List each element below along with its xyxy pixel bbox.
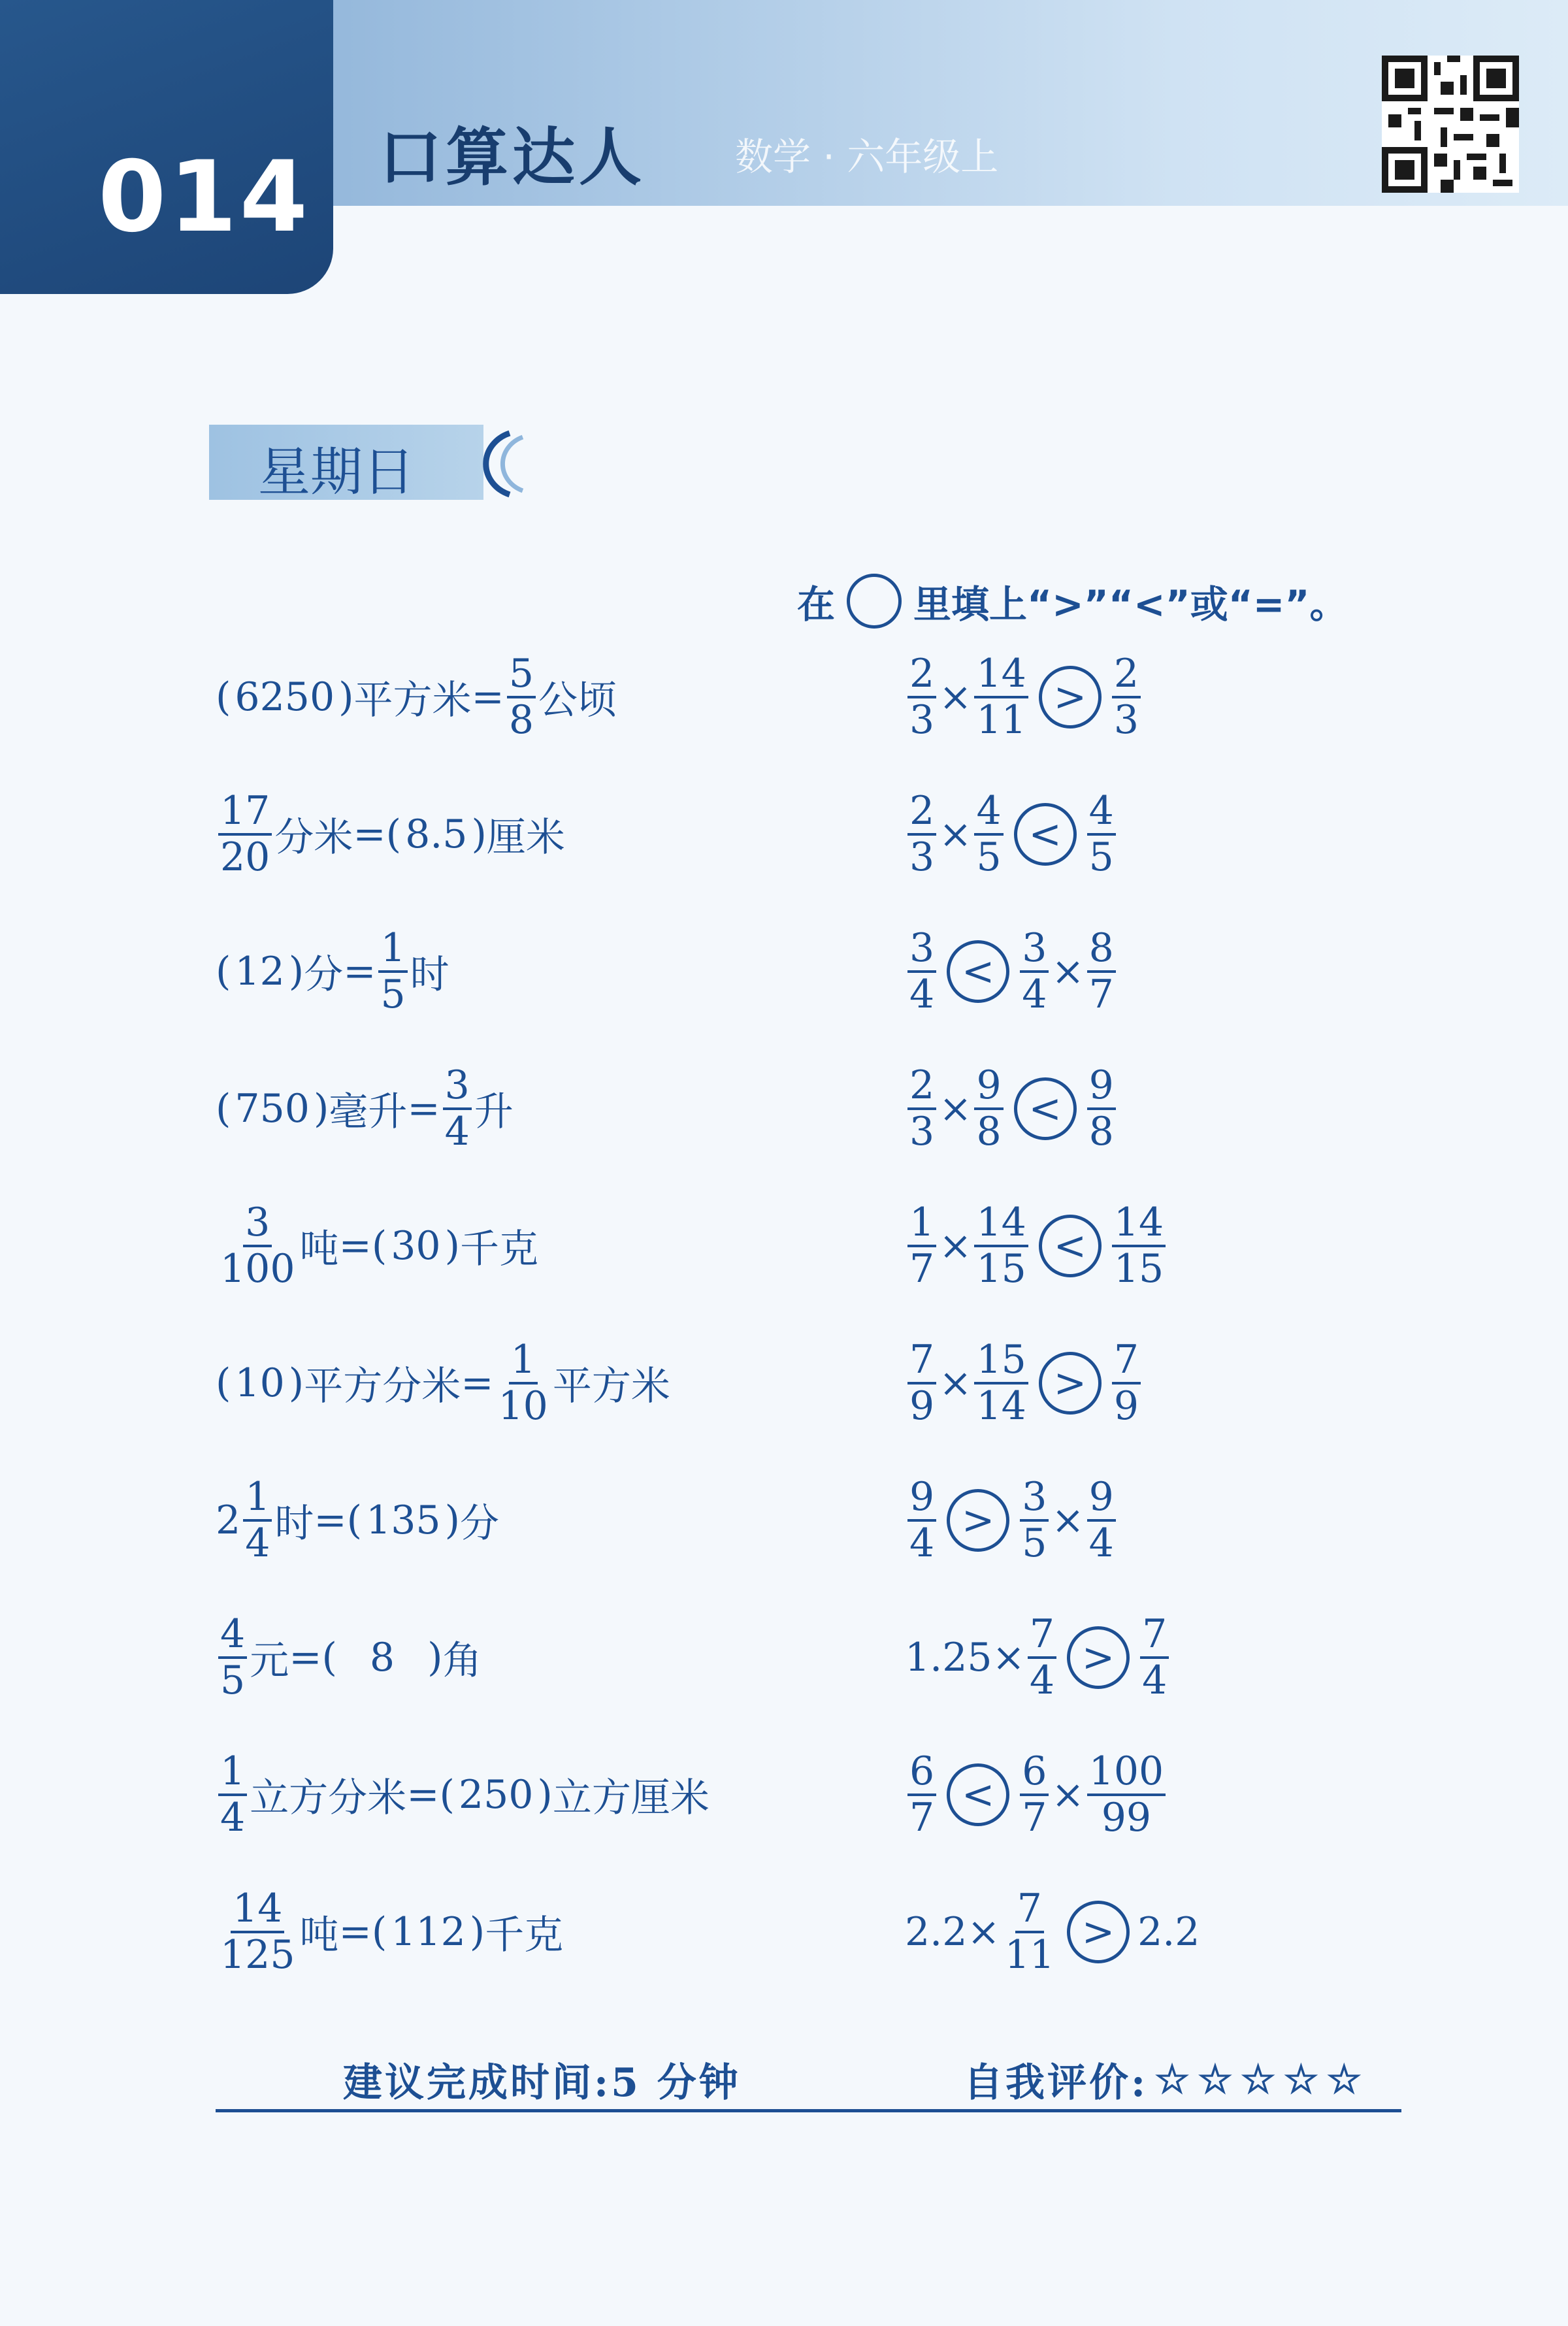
numerator: 2 — [907, 1065, 936, 1110]
times-sign: × — [939, 1086, 972, 1132]
fraction — [378, 925, 407, 1017]
instruction — [797, 568, 1348, 634]
fraction — [907, 788, 936, 880]
instruction-prefix: 在 — [797, 582, 836, 627]
unit: 平方米 — [552, 1364, 670, 1409]
comparison-circle: > — [1067, 1901, 1130, 1963]
page-number: 014 — [98, 140, 311, 254]
numerator: 2 — [1112, 653, 1141, 698]
denominator: 7 — [1088, 972, 1114, 1017]
self-evaluation-label: 自我评价: — [964, 2060, 1149, 2106]
numerator: 1 — [243, 1477, 272, 1522]
denominator: 4 — [245, 1520, 270, 1566]
paren-open: ( — [321, 1635, 337, 1680]
numerator: 7 — [1028, 1614, 1056, 1659]
blank-circle-icon — [847, 574, 902, 629]
unit: 升 — [474, 1089, 514, 1135]
decimal-number: 2.2 — [905, 1909, 968, 1955]
denominator: 5 — [380, 972, 406, 1017]
comparison-item — [905, 1339, 1143, 1427]
denominator: 3 — [1113, 697, 1139, 743]
denominator: 3 — [909, 1109, 935, 1155]
fraction — [1112, 1339, 1141, 1427]
answer: 12 — [235, 949, 285, 994]
numerator: 5 — [507, 653, 536, 698]
denominator: 14 — [976, 1383, 1026, 1429]
numerator: 2 — [907, 653, 936, 698]
conversion-item — [216, 925, 449, 1017]
comparison-item — [905, 1062, 1119, 1155]
denominator: 15 — [976, 1246, 1026, 1292]
fraction — [1087, 788, 1116, 880]
equals-sign: = — [338, 1909, 372, 1955]
numerator: 8 — [1087, 928, 1116, 973]
fraction — [1140, 1611, 1169, 1703]
paren-open: ( — [371, 1223, 387, 1269]
denominator: 5 — [1022, 1520, 1047, 1566]
denominator: 4 — [909, 972, 935, 1017]
numerator: 9 — [907, 1477, 936, 1522]
comparison-circle: < — [947, 1763, 1009, 1826]
fraction — [1087, 925, 1116, 1017]
denominator: 100 — [220, 1246, 295, 1292]
comparison-circle: < — [1039, 1215, 1102, 1277]
numerator: 7 — [1112, 1339, 1141, 1384]
footer-divider — [216, 2109, 1401, 2112]
times-sign: × — [939, 674, 972, 720]
unit: 吨 — [299, 1912, 339, 1958]
unit: 毫升 — [329, 1089, 408, 1135]
comparison-item — [905, 925, 1119, 1017]
paren-close: ) — [469, 1909, 485, 1955]
fraction — [243, 1474, 272, 1566]
comparison-circle: > — [1039, 1352, 1102, 1415]
paren-close: ) — [537, 1772, 553, 1818]
conversion-item — [216, 1748, 710, 1841]
denominator: 4 — [1022, 972, 1047, 1017]
denominator: 11 — [1004, 1932, 1055, 1978]
answer: 250 — [458, 1772, 534, 1818]
numerator: 1 — [509, 1339, 538, 1384]
equals-sign: = — [289, 1635, 322, 1680]
numerator: 1 — [378, 928, 407, 973]
numerator: 4 — [218, 1614, 247, 1659]
fraction — [907, 1474, 936, 1566]
fraction — [443, 1062, 472, 1155]
conversion-item — [216, 1202, 538, 1290]
paren-close: ) — [444, 1223, 461, 1269]
fraction — [974, 1062, 1003, 1155]
numerator: 6 — [907, 1751, 936, 1796]
denominator: 4 — [1029, 1658, 1055, 1703]
answer: 112 — [391, 1909, 466, 1955]
numerator: 4 — [1087, 791, 1116, 836]
unit: 时 — [274, 1501, 314, 1547]
denominator: 4 — [1142, 1658, 1168, 1703]
denominator: 8 — [508, 697, 534, 743]
fraction — [974, 653, 1028, 741]
denominator: 5 — [976, 834, 1002, 880]
denominator: 4 — [444, 1109, 470, 1155]
denominator: 99 — [1101, 1795, 1152, 1841]
paren-close: ) — [288, 949, 304, 994]
unit: 角 — [442, 1638, 482, 1684]
comparison-item — [905, 1748, 1168, 1841]
comparison-item — [905, 1202, 1168, 1290]
conversion-item — [216, 653, 617, 741]
comparison-circle: < — [1014, 803, 1077, 866]
unit: 立方厘米 — [552, 1775, 710, 1821]
numerator: 14 — [231, 1888, 284, 1933]
denominator: 10 — [498, 1383, 548, 1429]
equals-sign: = — [353, 811, 386, 857]
self-evaluation — [964, 2052, 1369, 2108]
unit: 公顷 — [538, 678, 617, 723]
qr-code-icon — [1382, 56, 1519, 193]
paren-open: ( — [216, 1360, 231, 1406]
comparison-item — [905, 1474, 1119, 1566]
conversion-item — [216, 1888, 563, 1976]
comparison-circle: < — [1014, 1077, 1077, 1140]
numerator: 3 — [1020, 928, 1049, 973]
paren-close: ) — [444, 1498, 461, 1543]
unit: 千克 — [485, 1912, 564, 1958]
fraction — [907, 925, 936, 1017]
times-sign: × — [967, 1909, 1000, 1955]
denominator: 9 — [1113, 1383, 1139, 1429]
unit: 分 — [460, 1501, 500, 1547]
numerator: 9 — [1087, 1065, 1116, 1110]
fraction — [1003, 1888, 1056, 1976]
paren-open: ( — [216, 674, 231, 720]
decimal-number: 2.2 — [1137, 1909, 1200, 1955]
book-title: 口算达人 — [379, 121, 645, 194]
comparison-circle: > — [1039, 666, 1102, 729]
unit: 元 — [250, 1638, 289, 1684]
numerator: 6 — [1020, 1751, 1049, 1796]
fraction — [1087, 1062, 1116, 1155]
denominator: 5 — [1088, 834, 1114, 880]
fraction — [907, 1202, 936, 1290]
denominator: 7 — [909, 1795, 935, 1841]
equals-sign: = — [314, 1498, 347, 1543]
numerator: 15 — [974, 1339, 1028, 1384]
numerator: 14 — [974, 1202, 1028, 1247]
unit: 平方分米 — [304, 1364, 461, 1409]
answer: 750 — [235, 1086, 310, 1132]
numerator: 7 — [907, 1339, 936, 1384]
numerator: 2 — [907, 791, 936, 836]
fraction — [1112, 1202, 1166, 1290]
unit: 厘米 — [486, 815, 565, 860]
times-sign: × — [1051, 1772, 1085, 1818]
fraction — [1112, 653, 1141, 741]
fraction — [218, 1202, 297, 1290]
times-sign: × — [939, 1223, 972, 1269]
numerator: 1 — [218, 1751, 247, 1796]
instruction-suffix: 里填上“>”“<”或“=”。 — [913, 582, 1348, 627]
numerator: 4 — [974, 791, 1003, 836]
denominator: 4 — [220, 1795, 246, 1841]
unit: 分米 — [274, 815, 353, 860]
fraction — [974, 1202, 1028, 1290]
denominator: 11 — [976, 697, 1026, 743]
numerator: 7 — [1140, 1614, 1169, 1659]
answer: 30 — [391, 1223, 441, 1269]
numerator: 17 — [218, 791, 272, 836]
denominator: 3 — [909, 697, 935, 743]
numerator: 14 — [1112, 1202, 1166, 1247]
paren-open: ( — [216, 949, 231, 994]
day-tag-arc-icon — [470, 428, 529, 500]
numerator: 3 — [1020, 1477, 1049, 1522]
book-subtitle: 数学 · 六年级上 — [735, 135, 999, 179]
fraction — [974, 788, 1003, 880]
fraction — [496, 1339, 549, 1427]
times-sign: × — [1051, 1498, 1085, 1543]
day-label: 星期日 — [258, 442, 415, 502]
fraction — [907, 1748, 936, 1841]
fraction — [907, 653, 936, 741]
suggested-time-label: 建议完成时间:5 分钟 — [343, 2060, 741, 2106]
comparison-circle: > — [947, 1489, 1009, 1552]
denominator: 20 — [220, 834, 270, 880]
fraction — [218, 788, 272, 880]
numerator: 14 — [974, 653, 1028, 698]
denominator: 8 — [976, 1109, 1002, 1155]
equals-sign: = — [461, 1360, 494, 1406]
equals-sign: = — [407, 1086, 440, 1132]
unit: 千克 — [460, 1226, 539, 1272]
answer: 135 — [366, 1498, 441, 1543]
numerator: 9 — [974, 1065, 1003, 1110]
numerator: 1 — [907, 1202, 936, 1247]
equals-sign: = — [406, 1772, 440, 1818]
paren-open: ( — [385, 811, 402, 857]
conversion-item — [216, 1611, 482, 1703]
fraction — [218, 1611, 247, 1703]
numerator: 7 — [1015, 1888, 1044, 1933]
comparison-circle: < — [947, 940, 1009, 1003]
rating-stars: ☆☆☆☆☆ — [1154, 2057, 1370, 2103]
fraction — [1020, 1474, 1049, 1566]
denominator: 15 — [1113, 1246, 1164, 1292]
paren-close: ) — [471, 811, 487, 857]
unit: 平方米 — [353, 678, 472, 723]
paren-close: ) — [338, 674, 354, 720]
conversion-item — [216, 1339, 670, 1427]
paren-open: ( — [439, 1772, 455, 1818]
denominator: 125 — [220, 1932, 295, 1978]
paren-open: ( — [346, 1498, 363, 1543]
denominator: 7 — [1022, 1795, 1047, 1841]
unit: 吨 — [299, 1226, 339, 1272]
paren-close: ) — [427, 1635, 443, 1680]
fraction — [1020, 1748, 1049, 1841]
answer: 8 — [369, 1635, 395, 1680]
conversion-item — [216, 1062, 514, 1155]
comparison-item — [905, 788, 1119, 880]
numerator: 100 — [1087, 1751, 1166, 1796]
answer: 10 — [235, 1360, 285, 1406]
denominator: 7 — [909, 1246, 935, 1292]
answer: 8.5 — [405, 811, 468, 857]
equals-sign: = — [471, 674, 504, 720]
comparison-item — [905, 1611, 1171, 1703]
comparison-item — [905, 653, 1143, 741]
denominator: 4 — [909, 1520, 935, 1566]
fraction — [1028, 1611, 1056, 1703]
fraction — [1087, 1474, 1116, 1566]
times-sign: × — [992, 1635, 1025, 1680]
comparison-circle: > — [1067, 1626, 1130, 1689]
times-sign: × — [1051, 949, 1085, 994]
fraction — [907, 1062, 936, 1155]
denominator: 4 — [1088, 1520, 1114, 1566]
paren-close: ) — [288, 1360, 304, 1406]
comparison-item — [905, 1888, 1200, 1976]
times-sign: × — [939, 811, 972, 857]
numerator: 9 — [1087, 1477, 1116, 1522]
paren-open: ( — [216, 1086, 231, 1132]
paren-close: ) — [313, 1086, 329, 1132]
denominator: 9 — [909, 1383, 935, 1429]
fraction — [1087, 1748, 1166, 1841]
unit: 时 — [410, 952, 449, 998]
equals-sign: = — [343, 949, 376, 994]
whole-number: 2 — [216, 1498, 241, 1543]
paren-open: ( — [371, 1909, 387, 1955]
equals-sign: = — [338, 1223, 372, 1269]
answer: 6250 — [235, 674, 335, 720]
denominator: 5 — [220, 1658, 246, 1703]
denominator: 8 — [1088, 1109, 1114, 1155]
numerator: 3 — [443, 1065, 472, 1110]
fraction — [507, 653, 536, 741]
decimal-number: 1.25 — [905, 1635, 992, 1680]
conversion-item — [216, 1474, 500, 1566]
fraction — [1020, 925, 1049, 1017]
denominator: 3 — [909, 834, 935, 880]
unit: 立方分米 — [250, 1775, 407, 1821]
fraction — [974, 1339, 1028, 1427]
unit: 分 — [304, 952, 344, 998]
numerator: 3 — [243, 1202, 272, 1247]
conversion-item — [216, 788, 565, 880]
fraction — [218, 1888, 297, 1976]
fraction — [907, 1339, 936, 1427]
numerator: 3 — [907, 928, 936, 973]
fraction — [218, 1748, 247, 1841]
times-sign: × — [939, 1360, 972, 1406]
